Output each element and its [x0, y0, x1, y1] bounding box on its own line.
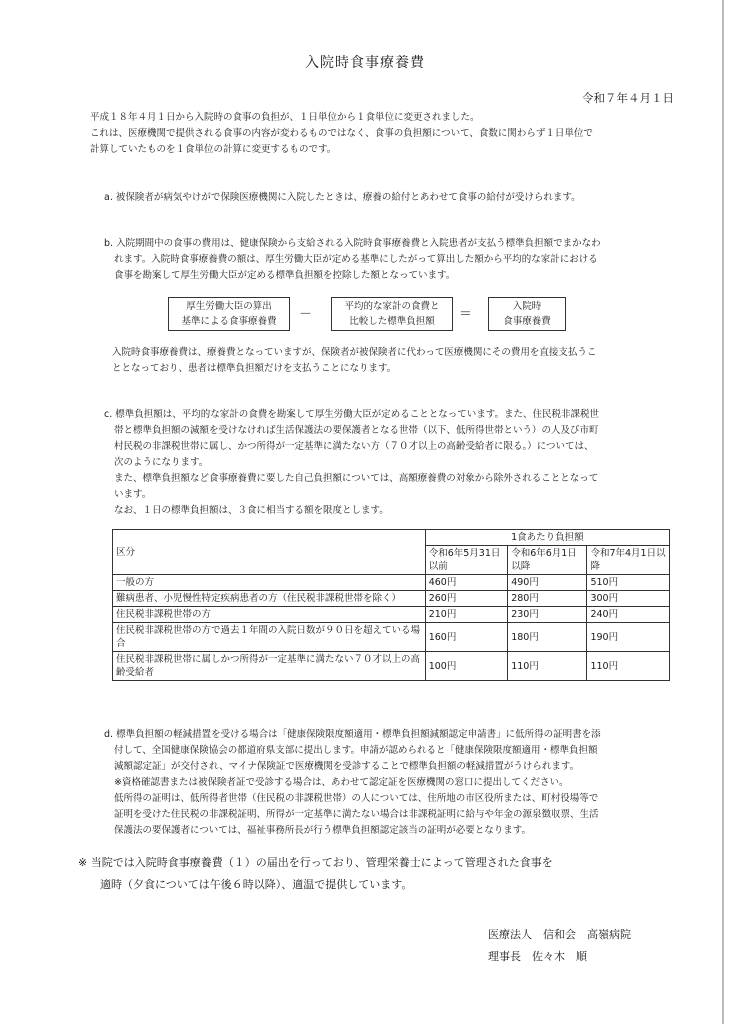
fee-cell: 190円 — [587, 623, 670, 652]
row-label: 難病患者、小児慢性特定疾病患者の方（住民税非課税世帯を除く） — [113, 591, 426, 607]
fee-cell: 510円 — [587, 575, 670, 591]
fee-table — [112, 529, 670, 681]
section-a: a. 被保険者が病気やけがで保険医療機関に入院したときは、療養の給付とあわせて食事の給付が受けられます。 — [104, 192, 581, 203]
fee-cell: 260円 — [425, 591, 508, 607]
fee-cell: 460円 — [425, 575, 508, 591]
formula-diagram — [168, 297, 568, 333]
hospital-note: ※ 当院では入院時食事療養費（１）の届出を行っており、管理栄養士によって管理された食事を 適時（夕食については午後６時以降）、適温で提供しています。 — [78, 856, 553, 891]
column-header-group: 1食あたり負担額 — [425, 530, 669, 546]
section-b: b. 入院期間中の食事の費用は、健康保険から支給される入院時食事療養費と入院患者が支払う標準負担額でまかなわ れます。入院時食事療養費の額は、厚生労働大臣が定める基準にしたがって算出した額から平均的な家計における 食事を勘案して厚生労働大臣が定める標準負担額を控除した額となっています。 — [104, 238, 601, 281]
column-header-period: 令和6年5月31日以前 — [425, 546, 508, 575]
fee-cell: 240円 — [587, 607, 670, 623]
fee-cell: 110円 — [587, 652, 670, 681]
scan-edge-line — [722, 0, 724, 1024]
signature-block — [488, 924, 688, 968]
fee-cell: 110円 — [508, 652, 587, 681]
fee-cell: 100円 — [425, 652, 508, 681]
table-row — [113, 652, 670, 681]
fee-cell: 490円 — [508, 575, 587, 591]
director-name: 理事長 佐々木 順 — [488, 950, 587, 963]
fee-cell: 210円 — [425, 607, 508, 623]
fee-cell: 180円 — [508, 623, 587, 652]
formula-box-standard-burden: 平均的な家計の食費と 比較した標準負担額 — [331, 297, 453, 331]
section-d: d. 標準負担額の軽減措置を受ける場合は「健康保険限度額適用・標準負担額減額認定申請書」に低所得の証明書を添 付して、全国健康保険協会の都道府県支部に提出します。申請が認められると「健康保険限度額適用・標準負担額 減額認定証」が交付され、マイナ保険証で医療機関を受診することで標準負担額の軽減措置がうけられます。 ※資格確認書または被保険者証で受診する場合は、あわせて認定証を医療機関の窓口に提出してください。 低所得の証明は、低所得者世帯（住民税の非課税世帯）の人については、住所地の市区役所または、町村役場等で 証明を受けた住民税の非課税証明、所得が一定基準に満たない場合は非課税証明に給与や年金の源泉徴収票、生活 保護法の要保護者については、福祉事務所長が行う標準負担額認定該当の証明が必要となります。 — [104, 729, 601, 836]
intro-paragraph: 平成１８年４月１日から入院時の食事の負担が、１日単位から１食単位に変更されました。 これは、医療機関で提供される食事の内容が変わるものではなく、食事の負担額について、食数に関わらず１日単位で 計算していたものを１食単位の計算に変更するものです。 — [90, 112, 593, 155]
fee-cell: 280円 — [508, 591, 587, 607]
column-header-period: 令和7年4月1日以降 — [587, 546, 670, 575]
hospital-name: 医療法人 信和会 高嶺病院 — [488, 928, 631, 941]
table-row — [113, 591, 670, 607]
fee-cell: 230円 — [508, 607, 587, 623]
equals-sign: ＝ — [459, 307, 473, 322]
section-c: c. 標準負担額は、平均的な家計の食費を勘案して厚生労働大臣が定めることとなっています。また、住民税非課税世 帯と標準負担額の減額を受けなければ生活保護法の要保護者となる世帯（以下、低所得世帯という）の人及び市町 村民税の非課税世帯に属し、かつ所得が一定基準に満たない方（７０才以上の高齢受給者に限る。）については、 次のようになります。 また、標準負担額など食事療養費に要した自己負担額については、高額療養費の対象から除外されることとなって います。 なお、１日の標準負担額は、３食に相当する額を限度とします。 — [104, 409, 600, 516]
column-header-category: 区分 — [113, 530, 426, 575]
row-label: 住民税非課税世帯の方 — [113, 607, 426, 623]
issue-date: 令和７年４月１日 — [582, 91, 674, 105]
section-b-note: 入院時食事療養費は、療養費となっていますが、保険者が被保険者に代わって医療機関にその費用を直接支払うこ ととなっており、患者は標準負担額だけを支払うことになります。 — [112, 347, 597, 374]
table-row — [113, 623, 670, 652]
row-label: 住民税非課税世帯の方で過去１年間の入院日数が９０日を超えている場合 — [113, 623, 426, 652]
fee-cell: 300円 — [587, 591, 670, 607]
column-header-period: 令和6年6月1日以降 — [508, 546, 587, 575]
formula-box-standard-cost: 厚生労働大臣の算出 基準による食事療養費 — [168, 297, 290, 331]
page-title: 入院時食事療養費 — [305, 55, 425, 71]
table-header-row — [113, 530, 670, 546]
row-label: 住民税非課税世帯に属しかつ所得が一定基準に満たない７０才以上の高齢受給者 — [113, 652, 426, 681]
formula-box-result: 入院時 食事療養費 — [488, 297, 566, 331]
table-row — [113, 575, 670, 591]
table-row — [113, 607, 670, 623]
minus-sign: － — [299, 307, 313, 322]
fee-cell: 160円 — [425, 623, 508, 652]
row-label: 一般の方 — [113, 575, 426, 591]
